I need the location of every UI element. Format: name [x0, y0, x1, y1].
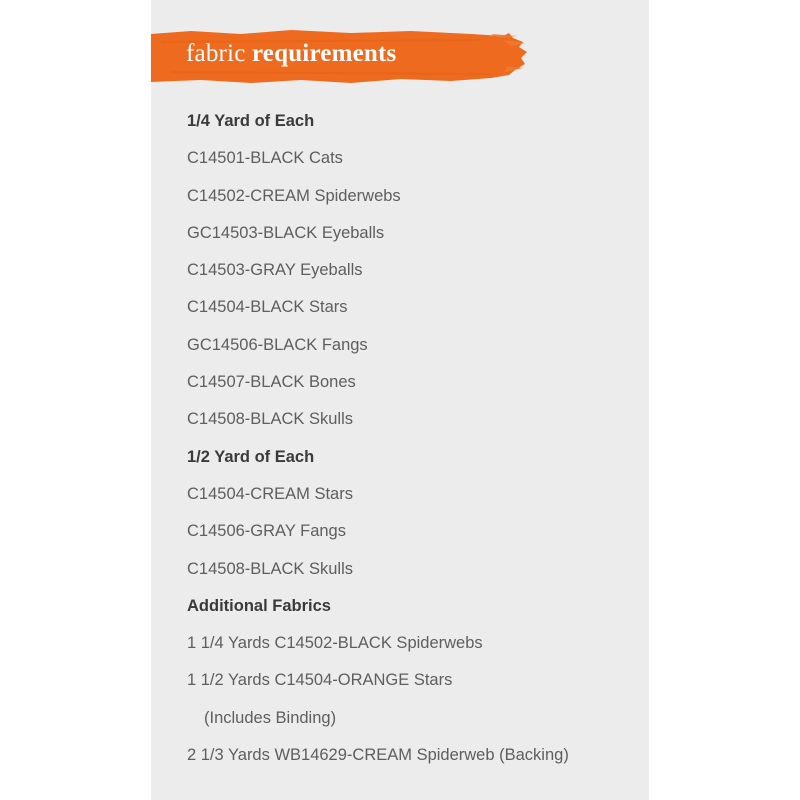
list-item: 2 1/3 Yards WB14629-CREAM Spiderweb (Backing) — [187, 746, 569, 765]
list-item: 1 1/2 Yards C14504-ORANGE Stars — [187, 671, 453, 690]
document-page — [151, 0, 649, 800]
section-heading: 1/4 Yard of Each — [187, 112, 315, 130]
section-title — [186, 40, 396, 68]
list-item: GC14506-BLACK Fangs — [187, 335, 368, 354]
list-item: 1 1/4 Yards C14502-BLACK Spiderwebs — [187, 634, 483, 653]
list-item: C14503-GRAY Eyeballs — [187, 261, 363, 280]
list-item: C14508-BLACK Skulls — [187, 559, 353, 578]
list-item: GC14503-BLACK Eyeballs — [187, 223, 385, 242]
list-item: C14504-BLACK Stars — [187, 298, 348, 317]
title-bold-word: requirements — [251, 40, 397, 67]
title-light-word: fabric — [186, 40, 246, 67]
list-item: C14508-BLACK Skulls — [187, 410, 353, 429]
brush-stroke-banner — [151, 28, 531, 86]
list-item: C14504-CREAM Stars — [187, 484, 353, 503]
list-item: C14502-CREAM Spiderwebs — [187, 186, 401, 205]
list-item-note: (Includes Binding) — [204, 708, 337, 727]
list-item: C14506-GRAY Fangs — [187, 522, 346, 541]
list-item: C14507-BLACK Bones — [187, 373, 356, 392]
fabric-list — [187, 108, 569, 779]
section-heading: Additional Fabrics — [187, 596, 331, 615]
list-item: C14501-BLACK Cats — [187, 149, 343, 168]
section-heading: 1/2 Yard of Each — [187, 447, 315, 466]
